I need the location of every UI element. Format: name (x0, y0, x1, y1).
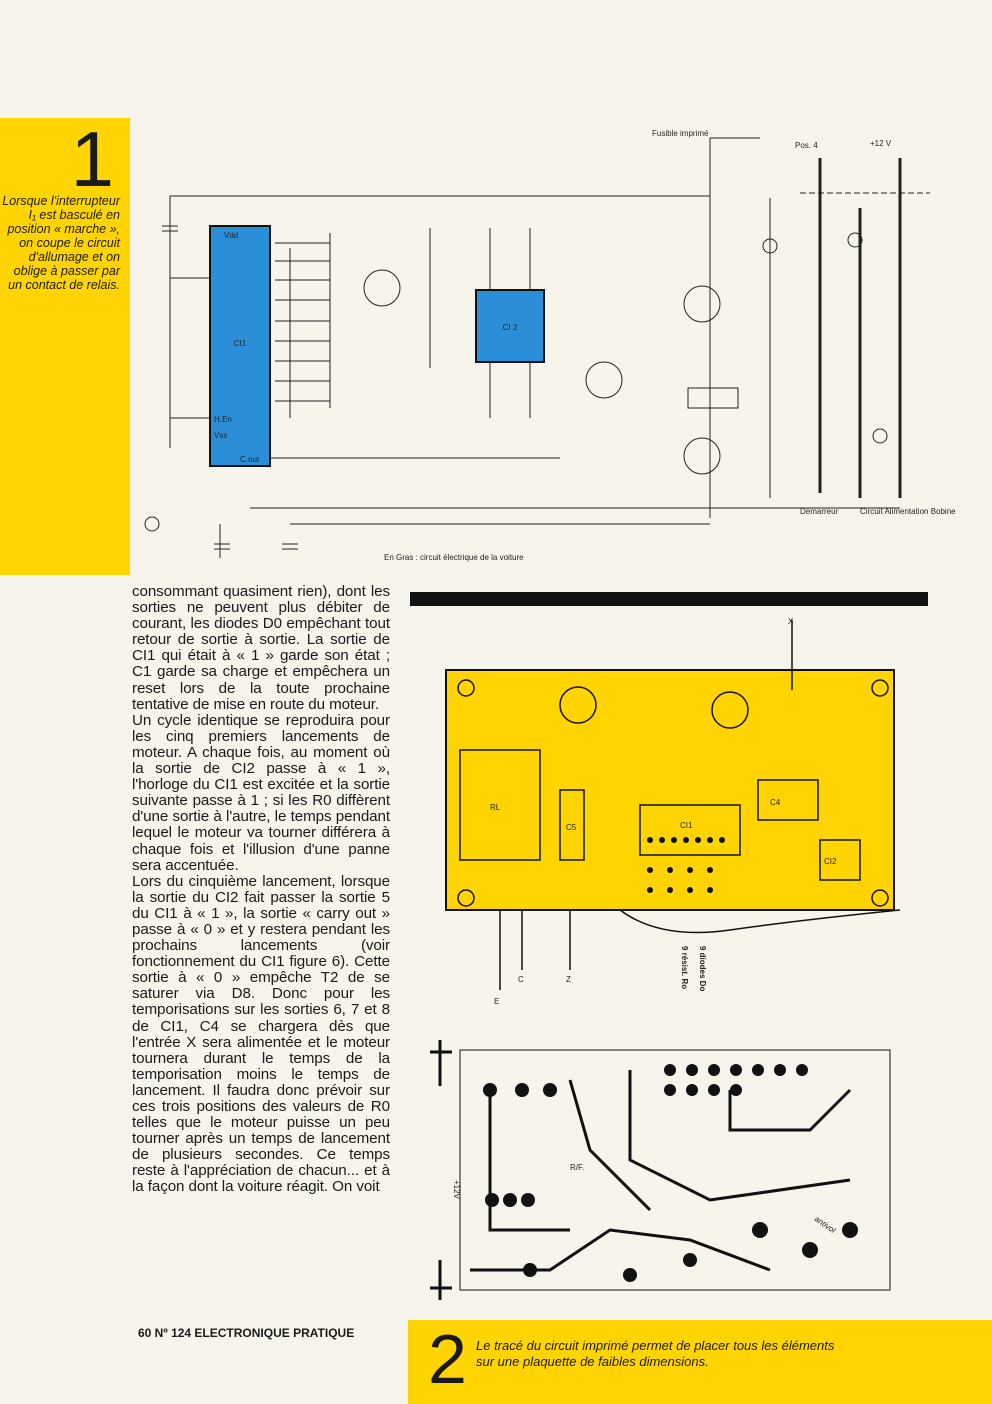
pcb-diodes-label: 9 diodes Do (698, 946, 707, 992)
pcb-rl-label: RL (490, 803, 501, 812)
black-divider-bar (410, 592, 928, 606)
paragraph: Lors du cinquième lancement, lorsque la sortie du CI2 fait passer la sortie 5 du CI1 à « 1 », la sortie « carry out » passe à « 0 » et y restera pendant les prochains lancements (voir fonctionnement du CI1 figure 6). Cette sortie à « 0 » empêche T2 de se saturer via D8. Donc pour les temporisations sur les sorties 6, 7 et 8 de CI1, C4 se chargera dès que l'entrée X sera alimentée et le moteur tournera durant le temps de la temporisation moins le temps de lancement. Il faudra donc prévoir sur ces trois positions des valeurs de R0 telles que le moteur puisse un peu tourner après un temps de lancement de plusieurs secondes. Ce temps reste à l'appréciation de chacun... et à la façon dont la voiture réagit. On voit (132, 872, 390, 1196)
pcb-component-layout (430, 610, 930, 1030)
figure2-caption-box (408, 1320, 992, 1404)
demarreur-label: Démarreur (800, 507, 839, 516)
pcb-e-label: E (494, 997, 500, 1006)
circuit-schematic (140, 118, 956, 578)
copper-antivol-label: antivol (812, 1214, 837, 1235)
pcb-ci1-label: CI1 (680, 821, 693, 830)
fusible-label: Fusible imprimé (652, 129, 709, 138)
copper-rf-label: R/F. (570, 1163, 585, 1172)
vdd-label: Vdd (224, 231, 239, 240)
ci2-label: CI 2 (502, 323, 518, 332)
vss-label: Vss (214, 431, 228, 440)
paragraph: consommant quasiment rien), dont les sorties ne peuvent plus débiter de courant, les diodes D0 empêchant tout retour de sortie à sortie. La sortie de CI1 qui était à « 1 » garde son état ; C1 garde sa charge et empêchera un reset lors de la toute prochaine tentative de mise en route du moteur. (132, 583, 390, 713)
pcb-c4-label: C4 (770, 798, 781, 807)
copper-12v-label: +12V (452, 1180, 461, 1199)
legend-text: En Gras : circuit électrique de la voiture (384, 553, 524, 562)
hen-label: H.En (214, 415, 232, 424)
ci1-label: CI1 (233, 339, 247, 348)
pcb-x-label: X (788, 617, 794, 626)
figure-caption: Lorsque l'interrupteur I₁ est basculé en position « marche », on coupe le circuit d'allumage et on oblige à passer par un contact de relais. (2, 194, 120, 292)
cout-label: C.out (240, 455, 260, 464)
page-footer: 60 Nº 124 ELECTRONIQUE PRATIQUE (138, 1326, 355, 1340)
pcb-z-label: Z (566, 975, 571, 984)
article-body (132, 584, 390, 1196)
pcb-resist-label: 9 résist. Ro (680, 946, 689, 990)
pcb-c-label: C (518, 975, 524, 984)
pcb-c5-label: C5 (566, 823, 577, 832)
pcb-copper-trace (430, 1030, 910, 1310)
figure-caption: Le tracé du circuit imprimé permet de placer tous les éléments sur une plaquette de faibles dimensions. (476, 1338, 835, 1369)
pos4-label: Pos. 4 (795, 141, 818, 150)
figure-number: 1 (70, 115, 114, 203)
figure1-caption-box (0, 115, 130, 575)
pcb-ci2-label: CI2 (824, 857, 837, 866)
paragraph: Un cycle identique se reproduira pour les cinq premiers lancements de moteur. A chaque fois, au moment où la sortie de CI2 passe à « 1 », l'horloge du CI1 est excitée et la sortie suivante passe à 1 ; si les R0 diffèrent d'une sortie à l'autre, le temps pendant lequel le moteur va tourner différera à chaque fois et l'illusion d'une panne sera accentuée. (132, 711, 390, 874)
figure-number: 2 (428, 1320, 467, 1398)
v12-label: +12 V (870, 139, 892, 148)
circuit-alim-label: Circuit Alimentation Bobine (860, 507, 956, 516)
